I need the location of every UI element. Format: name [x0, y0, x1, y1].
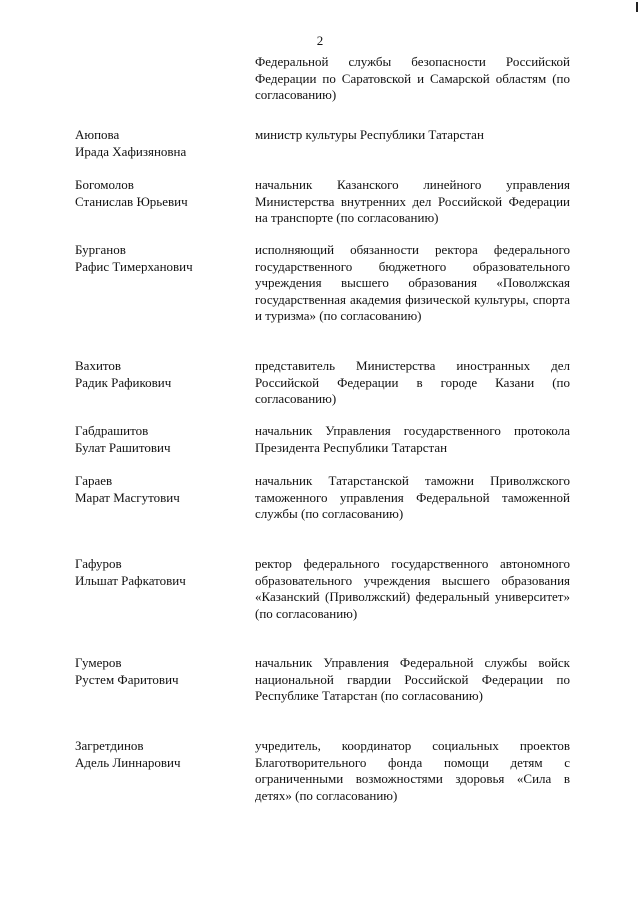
person-role: исполняющий обязанности ректора федерального государственного бюджетного образовательного учреждения высшего образования «Поволжская государственная академия физической культуры, спорта и туризма» (по согласованию)	[255, 242, 570, 323]
scan-corner-mark	[636, 2, 638, 12]
surname: Гараев	[75, 473, 113, 488]
given-name: Адель Линнарович	[75, 754, 181, 770]
surname: Аюпова	[75, 127, 120, 142]
person-name	[75, 473, 250, 506]
person-role: ректор федерального государственного автономного образовательного учреждения высшего образования «Казанский (Приволжский) федеральный университет» (по согласованию)	[255, 556, 570, 621]
surname: Габдрашитов	[75, 423, 149, 438]
person-role: начальник Казанского линейного управления Министерства внутренних дел Российской Федерации на транспорте (по согласованию)	[255, 177, 570, 225]
person-role: начальник Управления Федеральной службы войск национальной гвардии Российской Федерации по Республике Татарстан (по согласованию)	[255, 655, 570, 703]
person-name	[75, 556, 250, 589]
person-role: учредитель, координатор социальных проектов Благотворительного фонда помощи детям с ограниченными возможностями здоровья «Сила в детях» (по согласованию)	[255, 738, 570, 803]
given-name: Радик Рафикович	[75, 374, 172, 390]
given-name: Ирада Хафизяновна	[75, 143, 187, 159]
surname: Богомолов	[75, 177, 134, 192]
surname: Гумеров	[75, 655, 122, 670]
person-role: министр культуры Республики Татарстан	[255, 127, 484, 142]
person-name	[75, 423, 250, 456]
surname: Гафуров	[75, 556, 122, 571]
given-name: Рустем Фаритович	[75, 671, 179, 687]
person-name	[75, 177, 250, 210]
given-name: Марат Масгутович	[75, 489, 180, 505]
given-name: Ильшат Рафкатович	[75, 572, 186, 588]
person-name	[75, 655, 250, 688]
person-role: начальник Управления государственного протокола Президента Республики Татарстан	[255, 423, 570, 455]
person-role: представитель Министерства иностранных дел Российской Федерации в городе Казани (по согласованию)	[255, 358, 570, 406]
person-name	[75, 127, 250, 160]
given-name: Рафис Тимерханович	[75, 258, 193, 274]
given-name: Булат Рашитович	[75, 439, 171, 455]
surname: Загретдинов	[75, 738, 144, 753]
page-number: 2	[316, 33, 324, 48]
person-name	[75, 358, 250, 391]
surname: Бурганов	[75, 242, 126, 257]
given-name: Станислав Юрьевич	[75, 193, 188, 209]
surname: Вахитов	[75, 358, 122, 373]
person-role: начальник Татарстанской таможни Приволжского таможенного управления Федеральной таможенной службы (по согласованию)	[255, 473, 570, 521]
person-name	[75, 242, 250, 275]
person-name	[75, 738, 250, 771]
continued-role-text: Федеральной службы безопасности Российской Федерации по Саратовской и Самарской областям (по согласованию)	[255, 54, 570, 102]
